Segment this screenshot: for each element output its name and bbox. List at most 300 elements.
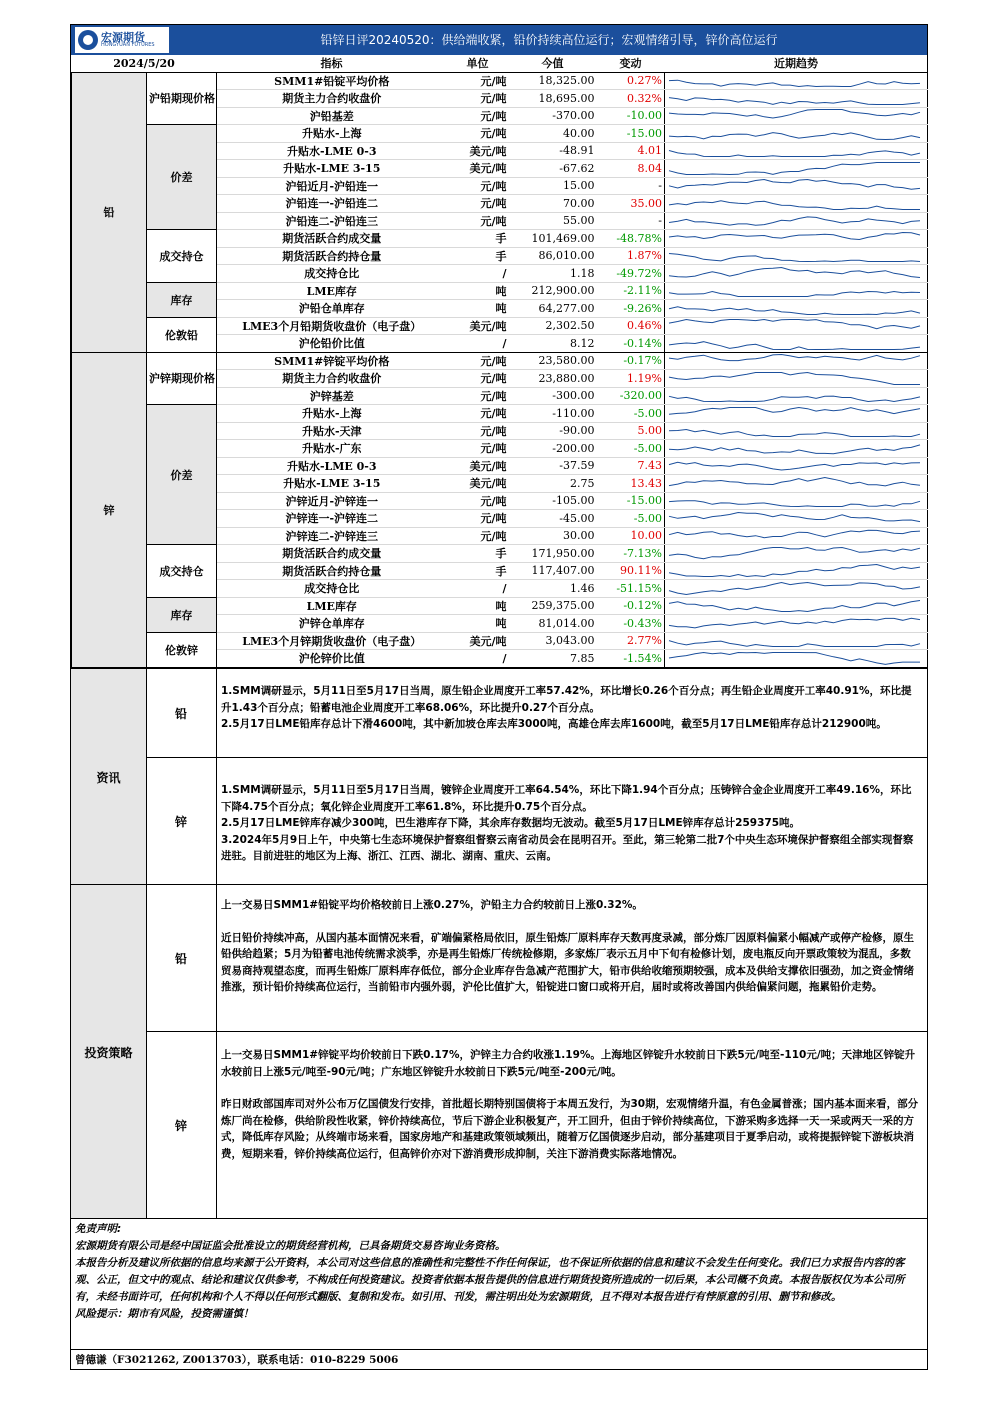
current-value: -200.00 [509,440,597,458]
indicator-name: 期货主力合约收盘价 [217,90,447,108]
news-lead-line: 1.SMM调研显示，5月11日至5月17日当周，原生铅企业周度开工率57.42%，环比增长0.26个百分点；再生铅企业周度开工率40.91%，环比提升1.43个百分点；铅蓄电池企业周度开工率68.06%，环比提升0.27个百分点。 [221,685,912,714]
report-title: 铅锌日评20240520：供给端收紧，铅价持续高位运行；宏观情绪引导，锌价高位运行 [320,33,778,47]
current-value: 2,302.50 [509,317,597,335]
news-zinc-line: 1.SMM调研显示，5月11日至5月17日当周，镀锌企业周度开工率64.54%，环比下降1.94个百分点；压铸锌合金企业周度开工率49.16%，环比下降4.75个百分点；氧化锌企业周度开工率61.8%，环比提升0.75个百分点。 [221,784,912,813]
indicator-name: 期货活跃合约持仓量 [217,562,447,580]
strategy-label: 投资策略 [71,885,147,1219]
trend-cell [665,615,928,633]
sparkline-line [669,463,920,471]
sparkline-line [669,396,920,401]
sparkline [665,528,924,543]
sparkline [665,318,924,333]
unit: / [447,580,509,598]
unit: 美元/吨 [447,142,509,160]
sparkline-line [669,201,920,210]
trend-cell [665,370,928,388]
trend-cell [665,90,928,108]
sparkline [665,633,924,648]
unit: 美元/吨 [447,457,509,475]
strategy-lead-p1: 上一交易日SMM1#铅锭平均价格较前日上涨0.27%，沪铅主力合约较前日上涨0.32%。 [221,899,643,911]
trend-cell [665,300,928,318]
sparkline [665,178,924,193]
unit: 元/吨 [447,492,509,510]
current-value: 1.18 [509,265,597,283]
change-value: - [597,212,665,230]
indicator-name: 升贴水-天津 [217,422,447,440]
change-value: -2.11% [597,282,665,300]
table-header-row [72,55,928,72]
table-row [72,282,928,300]
unit: 美元/吨 [447,475,509,493]
trend-cell [665,230,928,248]
sparkline [665,73,924,88]
trend-cell [665,335,928,353]
sparkline [665,388,924,403]
sparkline-line [669,320,920,329]
sparkline [665,406,924,421]
group-label: 伦敦铅 [147,317,217,352]
change-value: 35.00 [597,195,665,213]
disclaimer-p2: 本报告分析及建议所依据的信息均来源于公开资料，本公司对这些信息的准确性和完整性不作任何保证，也不保证所依据的信息和建议不会发生任何变化。我们已力求报告内容的客观、公正，但文中的观点、结论和建议仅供参考，不构成任何投资建议。投资者依据本报告提供的信息进行期货投资所造成的一切后果，本公司概不负责。本报告版权仅为本公司所有，未经书面许可，任何机构和个人不得以任何形式翻版、复制和发布。如引用、刊发，需注明出处为宏源期货，且不得对本报告进行有悖原意的引用、删节和修改。 [75,1257,905,1303]
current-value: 18,325.00 [509,72,597,90]
sparkline [665,266,924,281]
sparkline-line [669,232,920,239]
unit: / [447,650,509,668]
indicator-name: 沪锌连一-沪锌连二 [217,510,447,528]
change-value: 4.01 [597,142,665,160]
current-value: 1.46 [509,580,597,598]
strategy-zinc-p2: 昨日财政部国库司对外公布万亿国债发行安排，首批超长期特别国债将于本周五发行，为30期，宏观情绪升温，有色金属普涨；国内基本面来看，部分炼厂尚在检修，供给阶段性收紧，锌价持续高位，节后下游企业积极复产，开工回升，但由于锌价持续高位，下游采购多选择一天一采或两天一采的方式，降低库存风险；从终端市场来看，国家房地产和基建政策领域频出，随着万亿国债逐步启动，部分基建项目于夏季启动，或将提振锌锭下游板块消费，短期来看，锌价持续高位运行，但高锌价亦对下游消费形成抑制，关注下游消费实际落地情况。 [221,1098,919,1160]
trend-cell [665,650,928,668]
sparkline-line [669,652,920,664]
change-value: -0.12% [597,597,665,615]
unit: 元/吨 [447,90,509,108]
sparkline-line [669,267,920,277]
change-value: -15.00 [597,492,665,510]
news-label: 资讯 [71,669,147,885]
group-label: 沪锌期现价格 [147,352,217,405]
change-value: 2.77% [597,632,665,650]
indicator-name: 升贴水-LME 3-15 [217,160,447,178]
indicator-name: 升贴水-广东 [217,440,447,458]
table-row [72,317,928,335]
trend-cell [665,562,928,580]
table-row [72,125,928,143]
unit: 美元/吨 [447,160,509,178]
news-zinc-text [221,782,921,865]
indicator-name: 期货活跃合约持仓量 [217,247,447,265]
change-value: 10.00 [597,527,665,545]
indicator-name: 期货活跃合约成交量 [217,545,447,563]
current-value: 70.00 [509,195,597,213]
indicator-name: LME3个月铅期货收盘价（电子盘） [217,317,447,335]
news-lead-text [221,683,921,733]
strategy-zinc-p1: 上一交易日SMM1#锌锭平均价较前日下跌0.17%，沪锌主力合约收涨1.19%。上海地区锌锭升水较前日下跌5元/吨至-110元/吨；天津地区锌锭升水较前日上涨5元/吨至-90元/吨；广东地区锌锭升水较前日下跌5元/吨至-200元/吨。 [221,1049,916,1078]
change-value: -51.15% [597,580,665,598]
sparkline-line [669,217,920,225]
current-value: 23,880.00 [509,370,597,388]
disclaimer-risk: 风险提示：期市有风险，投资需谨慎！ [75,1308,254,1320]
unit: 元/吨 [447,72,509,90]
sparkline [665,213,924,228]
indicator-name: 期货活跃合约成交量 [217,230,447,248]
current-value: 259,375.00 [509,597,597,615]
trend-cell [665,282,928,300]
change-value: 13.43 [597,475,665,493]
sparkline-line [669,445,920,454]
unit: 手 [447,545,509,563]
unit: 吨 [447,597,509,615]
trend-cell [665,597,928,615]
sparkline-line [669,180,920,190]
unit: 元/吨 [447,440,509,458]
current-value: 7.85 [509,650,597,668]
sparkline [665,476,924,491]
news-lead-label: 铅 [146,669,217,757]
col-trend-header: 近期趋势 [665,55,928,72]
current-value: -45.00 [509,510,597,528]
current-value: 81,014.00 [509,615,597,633]
strategy-lead-label: 铅 [146,885,217,1031]
unit: 吨 [447,282,509,300]
sparkline [665,458,924,473]
zinc-category: 锌 [72,352,147,667]
group-label: 伦敦锌 [147,632,217,667]
change-value: -48.78% [597,230,665,248]
trend-cell [665,492,928,510]
trend-cell [665,457,928,475]
sparkline [665,108,924,123]
change-value: -15.00 [597,125,665,143]
change-value: -1.54% [597,650,665,668]
sparkline [665,353,924,368]
sparkline-line [669,601,920,612]
news-zinc-line: 3.2024年5月9日上午，中央第七生态环境保护督察组督察云南省动员会在昆明召开。至此，第三轮第二批7个中央生态环境保护督察组全部实现督察进驻。目前进驻的地区为上海、浙江、江西、湖北、湖南、重庆、云南。 [221,833,914,862]
change-value: 5.00 [597,422,665,440]
current-value: -370.00 [509,107,597,125]
sparkline-line [669,80,920,86]
group-label: 沪铅期现价格 [147,72,217,125]
current-value: 117,407.00 [509,562,597,580]
unit: 元/吨 [447,352,509,370]
change-value: 0.27% [597,72,665,90]
change-value: 0.46% [597,317,665,335]
current-value: 212,900.00 [509,282,597,300]
sparkline [665,336,924,351]
indicator-name: 沪铅连二-沪铅连三 [217,212,447,230]
sparkline [665,143,924,158]
current-value: 3,043.00 [509,632,597,650]
trend-cell [665,247,928,265]
trend-cell [665,422,928,440]
indicator-name: LME3个月锌期货收盘价（电子盘） [217,632,447,650]
unit: 美元/吨 [447,632,509,650]
change-value: 1.19% [597,370,665,388]
trend-cell [665,405,928,423]
col-change-header: 变动 [597,55,665,72]
sparkline-line [669,292,920,297]
indicator-name: 升贴水-LME 0-3 [217,457,447,475]
strategy-section [71,884,927,1219]
sparkline [665,598,924,613]
change-value: -5.00 [597,405,665,423]
report-page [70,24,928,1370]
current-value: -300.00 [509,387,597,405]
unit: 元/吨 [447,125,509,143]
sparkline [665,423,924,438]
sparkline [665,441,924,456]
sparkline-line [669,355,920,361]
group-label: 价差 [147,405,217,545]
disclaimer-p1: 宏源期货有限公司是经中国证监会批准设立的期货经营机构，已具备期货交易咨询业务资格。 [75,1240,506,1252]
sparkline-line [669,530,920,538]
change-value: -0.17% [597,352,665,370]
table-row [72,230,928,248]
current-value: 171,950.00 [509,545,597,563]
news-lead-line: 2.5月17日LME铅库存总计下滑4600吨，其中新加坡仓库去库3000吨，高雄仓库去库1600吨，截至5月17日LME铅库存总计212900吨。 [221,718,887,730]
current-value: 15.00 [509,177,597,195]
table-row [72,72,928,90]
change-value: -10.00 [597,107,665,125]
current-value: -67.62 [509,160,597,178]
indicator-name: 沪铅连一-沪铅连二 [217,195,447,213]
sparkline [665,651,924,666]
trend-cell [665,632,928,650]
col-unit-header: 单位 [447,55,509,72]
change-value: 90.11% [597,562,665,580]
unit: / [447,335,509,353]
trend-cell [665,510,928,528]
change-value: -5.00 [597,510,665,528]
table-row [72,405,928,423]
current-value: -90.00 [509,422,597,440]
indicator-name: 期货主力合约收盘价 [217,370,447,388]
group-label: 库存 [147,597,217,632]
report-date: 2024/5/20 [72,55,217,72]
current-value: -37.59 [509,457,597,475]
sparkline [665,196,924,211]
current-value: 86,010.00 [509,247,597,265]
current-value: 23,580.00 [509,352,597,370]
news-section [71,668,927,885]
unit: / [447,265,509,283]
unit: 元/吨 [447,177,509,195]
col-indicator-header: 指标 [217,55,447,72]
author-footer: 曾德谦（F3021262, Z0013703），联系电话：010-8229 5006 [71,1349,927,1370]
unit: 元/吨 [447,212,509,230]
unit: 手 [447,562,509,580]
group-label: 成交持仓 [147,230,217,283]
change-value: -7.13% [597,545,665,563]
sparkline-line [669,162,920,174]
change-value: - [597,177,665,195]
sparkline [665,248,924,263]
change-value: -320.00 [597,387,665,405]
unit: 元/吨 [447,387,509,405]
sparkline [665,91,924,106]
indicator-name: 升贴水-上海 [217,405,447,423]
trend-cell [665,72,928,90]
indicator-name: 升贴水-LME 3-15 [217,475,447,493]
data-table [71,55,928,668]
change-value: 7.43 [597,457,665,475]
indicator-name: 沪铅基差 [217,107,447,125]
sparkline-line [669,582,920,594]
indicator-name: LME库存 [217,597,447,615]
trend-cell [665,107,928,125]
disclaimer [71,1218,927,1325]
trend-cell [665,142,928,160]
group-label: 成交持仓 [147,545,217,598]
current-value: 40.00 [509,125,597,143]
indicator-name: 升贴水-上海 [217,125,447,143]
sparkline-line [669,565,920,577]
indicator-name: SMM1#锌锭平均价格 [217,352,447,370]
indicator-name: 沪锌连二-沪锌连三 [217,527,447,545]
change-value: -49.72% [597,265,665,283]
current-value: -110.00 [509,405,597,423]
indicator-name: 成交持仓比 [217,580,447,598]
indicator-name: SMM1#铅锭平均价格 [217,72,447,90]
sparkline-line [669,372,920,384]
strategy-lead-text [221,897,921,996]
unit: 元/吨 [447,510,509,528]
sparkline [665,283,924,298]
unit: 手 [447,230,509,248]
sparkline [665,581,924,596]
unit: 元/吨 [447,527,509,545]
unit: 元/吨 [447,422,509,440]
trend-cell [665,580,928,598]
current-value: 8.12 [509,335,597,353]
trend-cell [665,440,928,458]
sparkline [665,493,924,508]
unit: 元/吨 [447,405,509,423]
group-label: 库存 [147,282,217,317]
indicator-name: 沪铅近月-沪铅连一 [217,177,447,195]
trend-cell [665,265,928,283]
trend-cell [665,527,928,545]
logo-cn: 宏源期货 [101,31,145,44]
current-value: 30.00 [509,527,597,545]
news-zinc-line: 2.5月17日LME锌库存减少300吨，巴生港库存下降，其余库存数据均无波动。截至5月17日LME锌库存总计259375吨。 [221,817,801,829]
unit: 吨 [447,300,509,318]
sparkline-line [669,618,920,628]
change-value: -9.26% [597,300,665,318]
sparkline [665,511,924,526]
trend-cell [665,160,928,178]
sparkline-line [669,110,920,119]
sparkline-line [669,341,920,349]
trend-cell [665,195,928,213]
sparkline-line [669,132,920,139]
table-row [72,545,928,563]
trend-cell [665,475,928,493]
sparkline [665,371,924,386]
current-value: 18,695.00 [509,90,597,108]
lead-category: 铅 [72,72,147,352]
indicator-name: LME库存 [217,282,447,300]
logo-en: HONGYUAN FUTURES [101,42,155,48]
unit: 吨 [447,615,509,633]
trend-cell [665,317,928,335]
unit: 手 [447,247,509,265]
group-label: 价差 [147,125,217,230]
sparkline [665,231,924,246]
change-value: 1.87% [597,247,665,265]
sparkline-line [669,512,920,521]
current-value: 64,277.00 [509,300,597,318]
change-value: -0.14% [597,335,665,353]
indicator-name: 沪锌近月-沪锌连一 [217,492,447,510]
col-value-header: 今值 [509,55,597,72]
sparkline-line [669,477,920,485]
sparkline [665,126,924,141]
unit: 元/吨 [447,195,509,213]
sparkline [665,616,924,631]
sparkline-line [669,501,920,507]
current-value: 2.75 [509,475,597,493]
strategy-lead-p2: 近日铅价持续冲高，从国内基本面情况来看，矿端偏紧格局依旧，原生铅炼厂原料库存天数再度录减，部分炼厂因原料偏紧小幅减产或停产检修，原生铅供给趋紧；5月为铅蓄电池传统需求淡季，亦是再生铅炼厂传统检修期，多家炼厂表示五月中下旬有检修计划，废电瓶反向开票政策较为混乱，多数贸易商持观望态度，而再生铅炼厂原料库存低位，部分企业库存告急减产范围扩大，铅市供给收缩预期较强，成本及供给支撑依旧强劲，加之资金情绪推涨，预计铅价持续高位运行，当前铅市内强外弱，沪伦比值扩大，铅锭进口窗口或将开启，届时或将改善国内供给偏紧问题，拖累铅价走势。 [221,931,914,993]
unit: 元/吨 [447,107,509,125]
indicator-name: 沪锌仓单库存 [217,615,447,633]
sparkline-line [669,641,920,647]
table-row [72,632,928,650]
sparkline [665,546,924,561]
indicator-name: 沪锌基差 [217,387,447,405]
current-value: -48.91 [509,142,597,160]
change-value: 0.32% [597,90,665,108]
sparkline-line [669,307,920,315]
indicator-name: 成交持仓比 [217,265,447,283]
news-zinc-label: 锌 [146,757,217,885]
table-row [72,597,928,615]
sparkline-line [669,254,920,262]
indicator-name: 沪伦铅价比值 [217,335,447,353]
disclaimer-title: 免责声明: [75,1223,122,1235]
trend-cell [665,125,928,143]
indicator-name: 沪伦锌价比值 [217,650,447,668]
logo-icon [78,30,98,50]
report-header [71,25,927,55]
indicator-name: 升贴水-LME 0-3 [217,142,447,160]
change-value: -0.43% [597,615,665,633]
strategy-zinc-label: 锌 [146,1031,217,1219]
sparkline-line [669,430,920,437]
sparkline-line [669,547,920,558]
current-value: 55.00 [509,212,597,230]
unit: 美元/吨 [447,317,509,335]
company-logo [75,27,169,53]
change-value: -5.00 [597,440,665,458]
table-row [72,352,928,370]
trend-cell [665,352,928,370]
trend-cell [665,387,928,405]
current-value: -105.00 [509,492,597,510]
sparkline [665,563,924,578]
trend-cell [665,177,928,195]
trend-cell [665,545,928,563]
sparkline-line [669,151,920,157]
sparkline [665,301,924,316]
sparkline-line [669,97,920,104]
indicator-name: 沪铅仓单库存 [217,300,447,318]
change-value: 8.04 [597,160,665,178]
sparkline-line [669,407,920,414]
current-value: 101,469.00 [509,230,597,248]
unit: 元/吨 [447,370,509,388]
strategy-zinc-text [221,1047,921,1162]
